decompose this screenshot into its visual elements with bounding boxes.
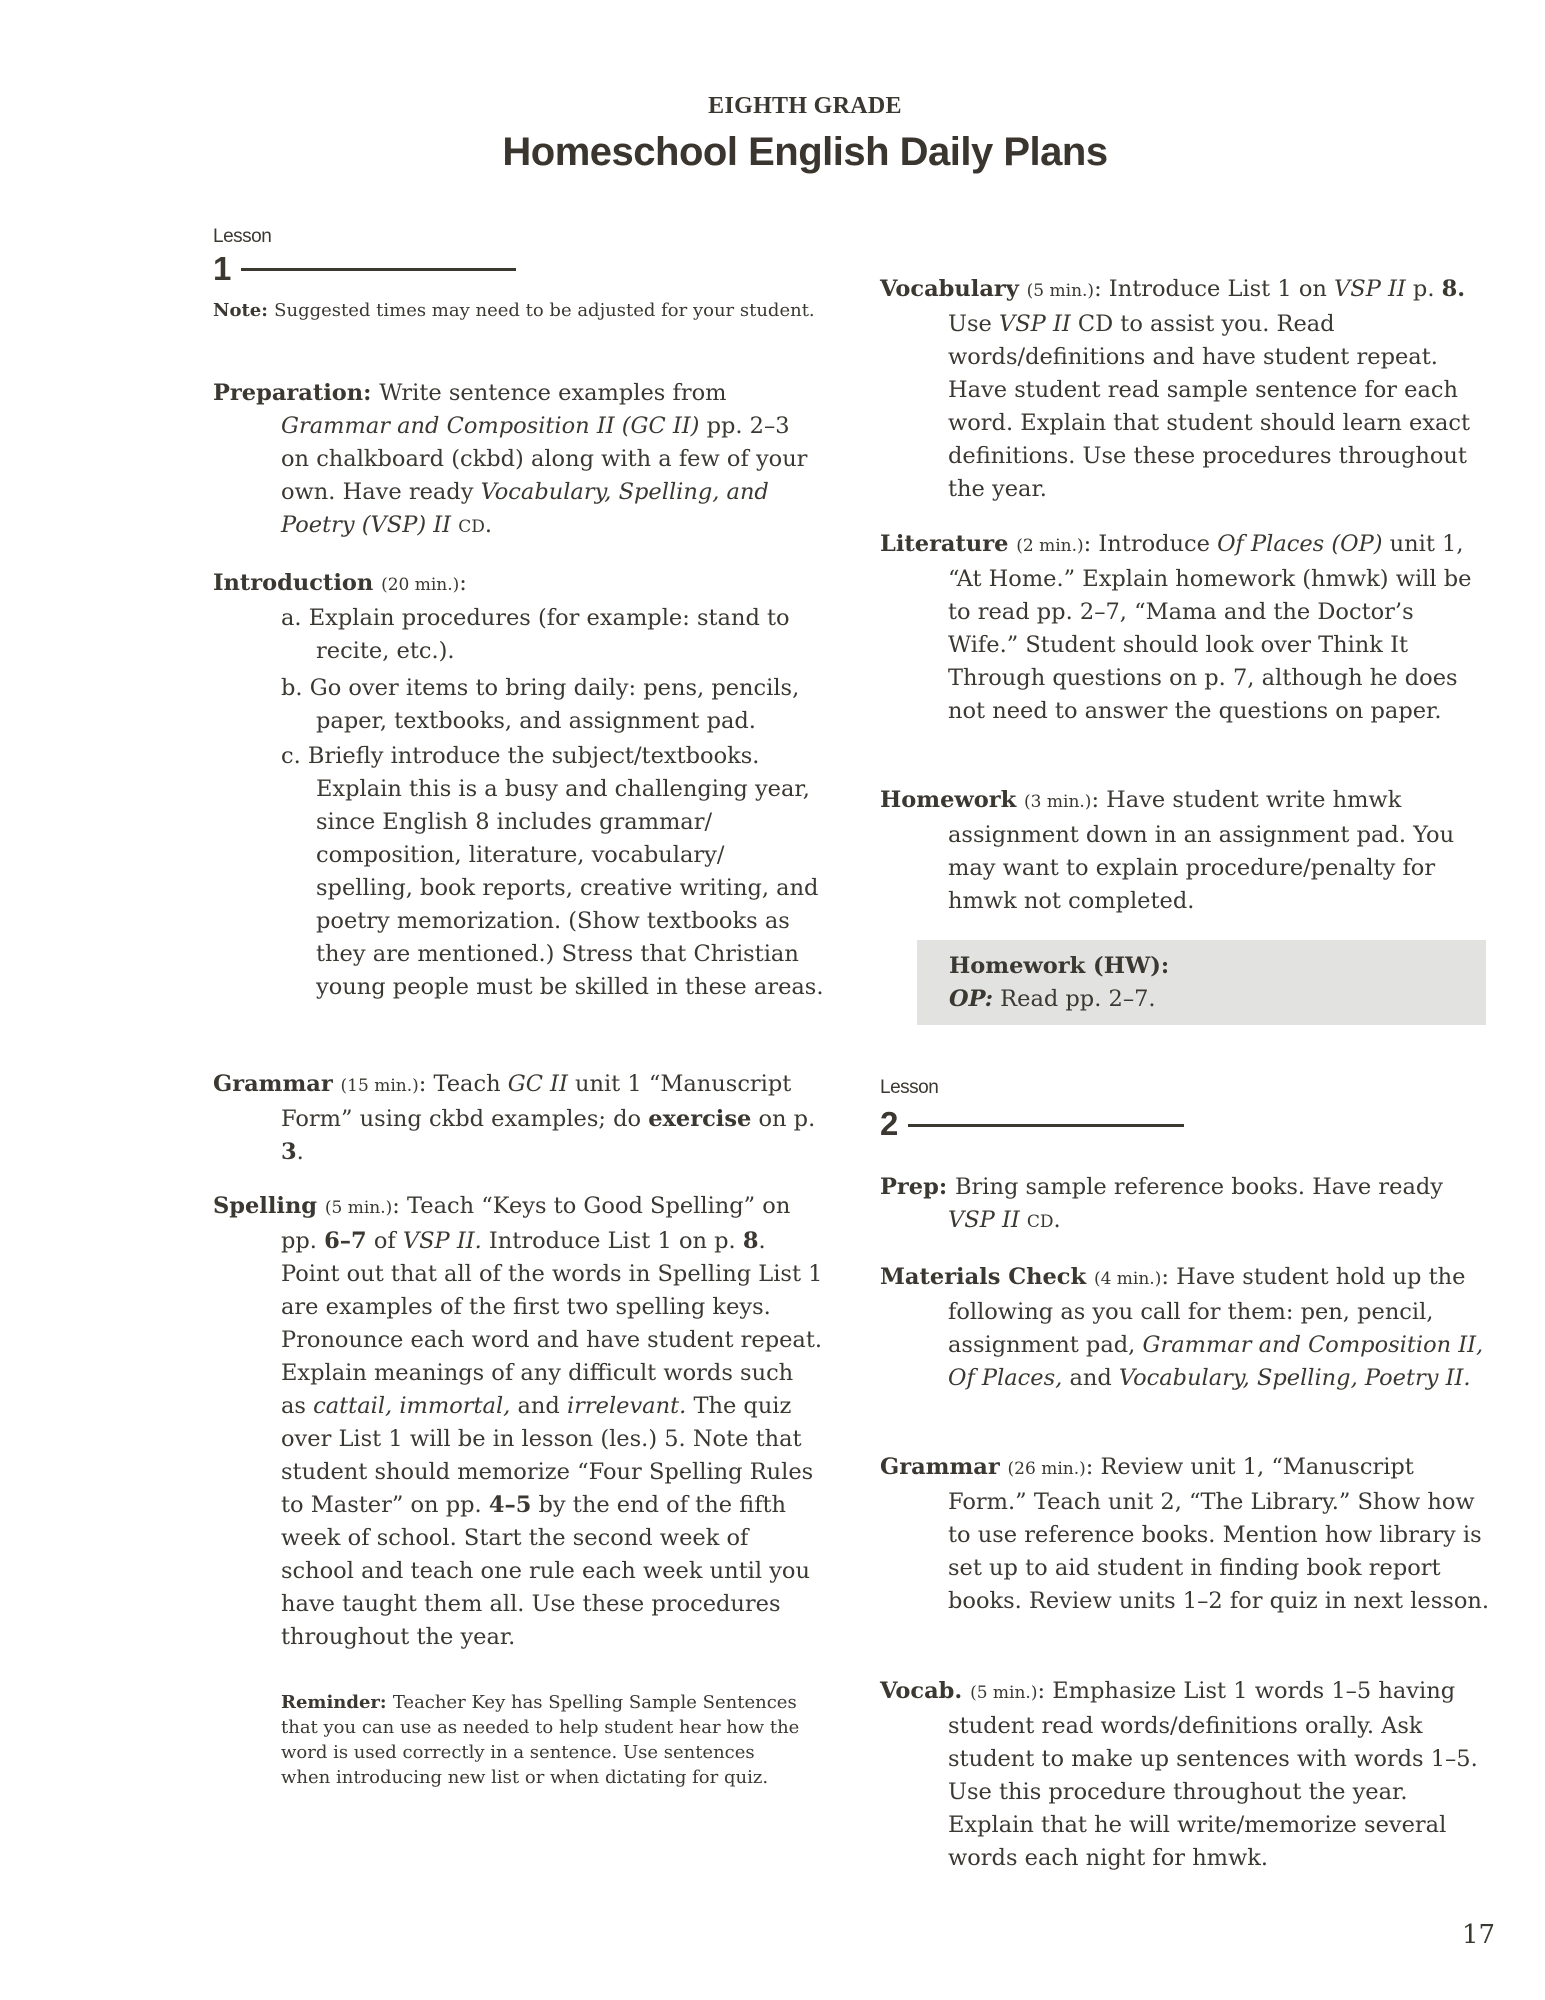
text-run: unit 1 “Manuscript Form” using ckbd examples; do xyxy=(281,1071,792,1132)
text-run: Prep: xyxy=(880,1174,955,1200)
text-run: : Emphasize List 1 words 1–5 having student read words/definitions orally. Ask student to make up sentences with words 1–5. Use this procedure throughout the year. Explain that he will write/memorize several words each night for hmwk. xyxy=(948,1678,1478,1871)
homework-box-heading: Homework (HW): xyxy=(949,953,1170,979)
lesson-label: Lesson xyxy=(213,226,272,247)
text-run: (26 min.) xyxy=(1007,1459,1086,1479)
text-run: : xyxy=(459,570,467,596)
grade-kicker: EIGHTH GRADE xyxy=(708,93,902,119)
text-run: (4 min.) xyxy=(1093,1269,1162,1289)
lesson-number: 1 xyxy=(213,250,232,287)
text-run: Write sentence examples from xyxy=(379,380,727,406)
text-run: OP: xyxy=(949,986,994,1012)
text-run: 6–7 xyxy=(324,1228,367,1254)
text-run: CD xyxy=(458,517,485,537)
text-run: Vocabulary, Spelling, and Poetry (VSP) II xyxy=(281,479,769,538)
note xyxy=(213,298,823,323)
text-run: Materials Check xyxy=(880,1264,1094,1290)
text-run: : Have student write hmwk assignment down in an assignment pad. You may want to explain procedure/penalty for hmwk not completed. xyxy=(948,787,1455,914)
text-run: VSP II xyxy=(998,311,1071,337)
text-run: Grammar and Composition II, Of Places, xyxy=(948,1332,1484,1391)
text-run: Note: xyxy=(213,300,275,321)
text-run: CD xyxy=(1026,1212,1054,1232)
intro-item-b xyxy=(281,672,826,738)
item-letter: b. xyxy=(281,675,303,701)
vocabulary-section xyxy=(880,273,1490,506)
page-title: Homeschool English Daily Plans xyxy=(502,130,1108,174)
vocab-section-lesson2 xyxy=(880,1675,1490,1875)
text-run: Vocabulary xyxy=(880,276,1027,302)
text-run: exercise xyxy=(648,1106,752,1132)
text-run: Bring sample reference books. Have ready xyxy=(954,1174,1444,1200)
item-letter: a. xyxy=(281,605,302,631)
grammar-section xyxy=(213,1068,823,1169)
grammar-section-lesson2 xyxy=(880,1451,1490,1618)
text-run: . Point out that all of the words in Spelling List 1 are examples of the first two spelling keys. Pronounce each word and have student repeat. Explain meanings of any difficult words such as xyxy=(281,1228,823,1419)
text-run: . xyxy=(296,1139,304,1165)
text-run: VSP II. xyxy=(402,1228,482,1254)
text-run: (5 min.) xyxy=(1026,281,1095,301)
text-run: Read pp. 2–7. xyxy=(993,986,1156,1012)
item-text: Explain procedures (for example: stand to recite, etc.). xyxy=(308,605,790,664)
text-run: Introduction xyxy=(213,570,382,596)
reminder xyxy=(281,1690,801,1790)
text-run: Homework xyxy=(880,787,1025,813)
item-letter: c. xyxy=(281,743,301,769)
lesson-label: Lesson xyxy=(880,1077,939,1098)
text-run: The quiz over List 1 will be in lesson (les.) 5. Note that student should memorize “Four Spelling Rules to Master” on pp. xyxy=(281,1393,814,1518)
text-run: Grammar and Composition II (GC II) xyxy=(281,413,700,439)
text-run: Vocabulary, Spelling, Poetry II. xyxy=(1118,1365,1471,1391)
text-run: cattail, immortal, xyxy=(313,1393,511,1419)
text-run: on p. xyxy=(751,1106,816,1132)
text-run: Grammar xyxy=(880,1454,1008,1480)
lesson-divider xyxy=(241,268,516,271)
homework-box-line xyxy=(949,983,1486,1016)
introduction-heading xyxy=(213,567,823,602)
lesson-divider xyxy=(908,1124,1184,1127)
text-run: (5 min.) xyxy=(970,1683,1038,1703)
item-text: Go over items to bring daily: pens, pencils, paper, textbooks, and assignment pad. xyxy=(309,675,800,734)
text-run: : Have student hold up the following as you call for them: pen, pencil, assignment pad, xyxy=(948,1264,1466,1358)
text-run: and xyxy=(1062,1365,1119,1391)
intro-item-c xyxy=(281,740,826,1004)
text-run: : Introduce List 1 on xyxy=(1094,276,1335,302)
text-run: 4–5 xyxy=(488,1492,532,1518)
text-run: Of Places (OP) xyxy=(1217,531,1383,557)
spelling-section xyxy=(213,1190,823,1654)
text-run: and xyxy=(510,1393,567,1419)
text-run: : Review unit 1, “Manuscript Form.” Teach unit 2, “The Library.” Show how to use reference books. Mention how library is set up to aid student in finding book report books. Review units 1–2 for quiz in next lesson. xyxy=(948,1454,1490,1614)
text-run: (3 min.) xyxy=(1024,792,1092,812)
text-run: Use xyxy=(948,311,999,337)
text-run: Spelling xyxy=(213,1193,325,1219)
item-text: Briefly introduce the subject/textbooks. Explain this is a busy and challenging year, since English 8 includes grammar/ composition, literature, vocabulary/ spelling, book reports, creative writing, and poetry memorization. (Show textbooks as they are mentioned.) Stress that Christian young people must be skilled in these areas. xyxy=(307,743,824,1000)
text-run: irrelevant. xyxy=(566,1393,687,1419)
text-run: by the end of the fifth week of school. Start the second week of school and teach one rule each week until you have taught them all. Use these procedures throughout the year. xyxy=(281,1492,810,1650)
text-run: p. xyxy=(1405,276,1442,302)
text-run: 8. xyxy=(1441,276,1466,302)
text-run: : Teach xyxy=(418,1071,508,1097)
text-run: : Introduce xyxy=(1083,531,1218,557)
text-run: (20 min.) xyxy=(381,575,460,595)
text-run: (15 min.) xyxy=(340,1076,419,1096)
text-run: : Teach “Keys to Good Spelling” on pp. xyxy=(281,1193,791,1254)
text-run: pp. 2–3 on chalkboard (ckbd) along with a few of your own. Have ready xyxy=(281,413,808,505)
text-run: 3 xyxy=(281,1139,297,1165)
text-run: (2 min.) xyxy=(1016,536,1084,556)
text-run: Teacher Key has Spelling Sample Sentences that you can use as needed to help student hear how the word is used correctly in a sentence. Use sentences when introducing new list or when dictating for quiz. xyxy=(281,1692,800,1788)
text-run: Introduce List 1 on p. xyxy=(481,1228,743,1254)
literature-section xyxy=(880,528,1490,728)
text-run: (5 min.) xyxy=(324,1198,393,1218)
text-run: Reminder: xyxy=(281,1692,393,1713)
intro-item-a xyxy=(281,602,826,668)
text-run: Vocab. xyxy=(880,1678,971,1704)
homework-section xyxy=(880,784,1490,918)
page-number: 17 xyxy=(1462,1920,1496,1950)
text-run: . xyxy=(1053,1207,1061,1233)
text-run: unit 1, “At Home.” Explain homework (hmwk) will be to read pp. 2–7, “Mama and the Doctor’s Wife.” Student should look over Think It Through questions on p. 7, although he does not need to answer the questions on paper. xyxy=(948,531,1472,724)
text-run xyxy=(1020,1207,1027,1233)
prep-section xyxy=(880,1171,1490,1239)
text-run: . xyxy=(484,512,492,538)
text-run: VSP II xyxy=(948,1207,1020,1233)
lesson-number: 2 xyxy=(880,1105,899,1142)
materials-check-section xyxy=(880,1261,1490,1395)
text-run: of xyxy=(366,1228,403,1254)
text-run: CD to assist you. Read words/definitions and have student repeat. Have student read sample sentence for each word. Explain that student should learn exact definitions. Use these procedures throughout the year. xyxy=(948,311,1471,502)
text-run: Grammar xyxy=(213,1071,341,1097)
preparation-section xyxy=(213,377,823,544)
text-run: Literature xyxy=(880,531,1017,557)
text-run: VSP II xyxy=(1334,276,1406,302)
text-run: GC II xyxy=(507,1071,568,1097)
text-run: Suggested times may need to be adjusted for your student. xyxy=(274,300,815,321)
text-run: Preparation: xyxy=(213,380,380,406)
homework-box xyxy=(917,940,1486,1025)
text-run: 8 xyxy=(742,1228,759,1254)
